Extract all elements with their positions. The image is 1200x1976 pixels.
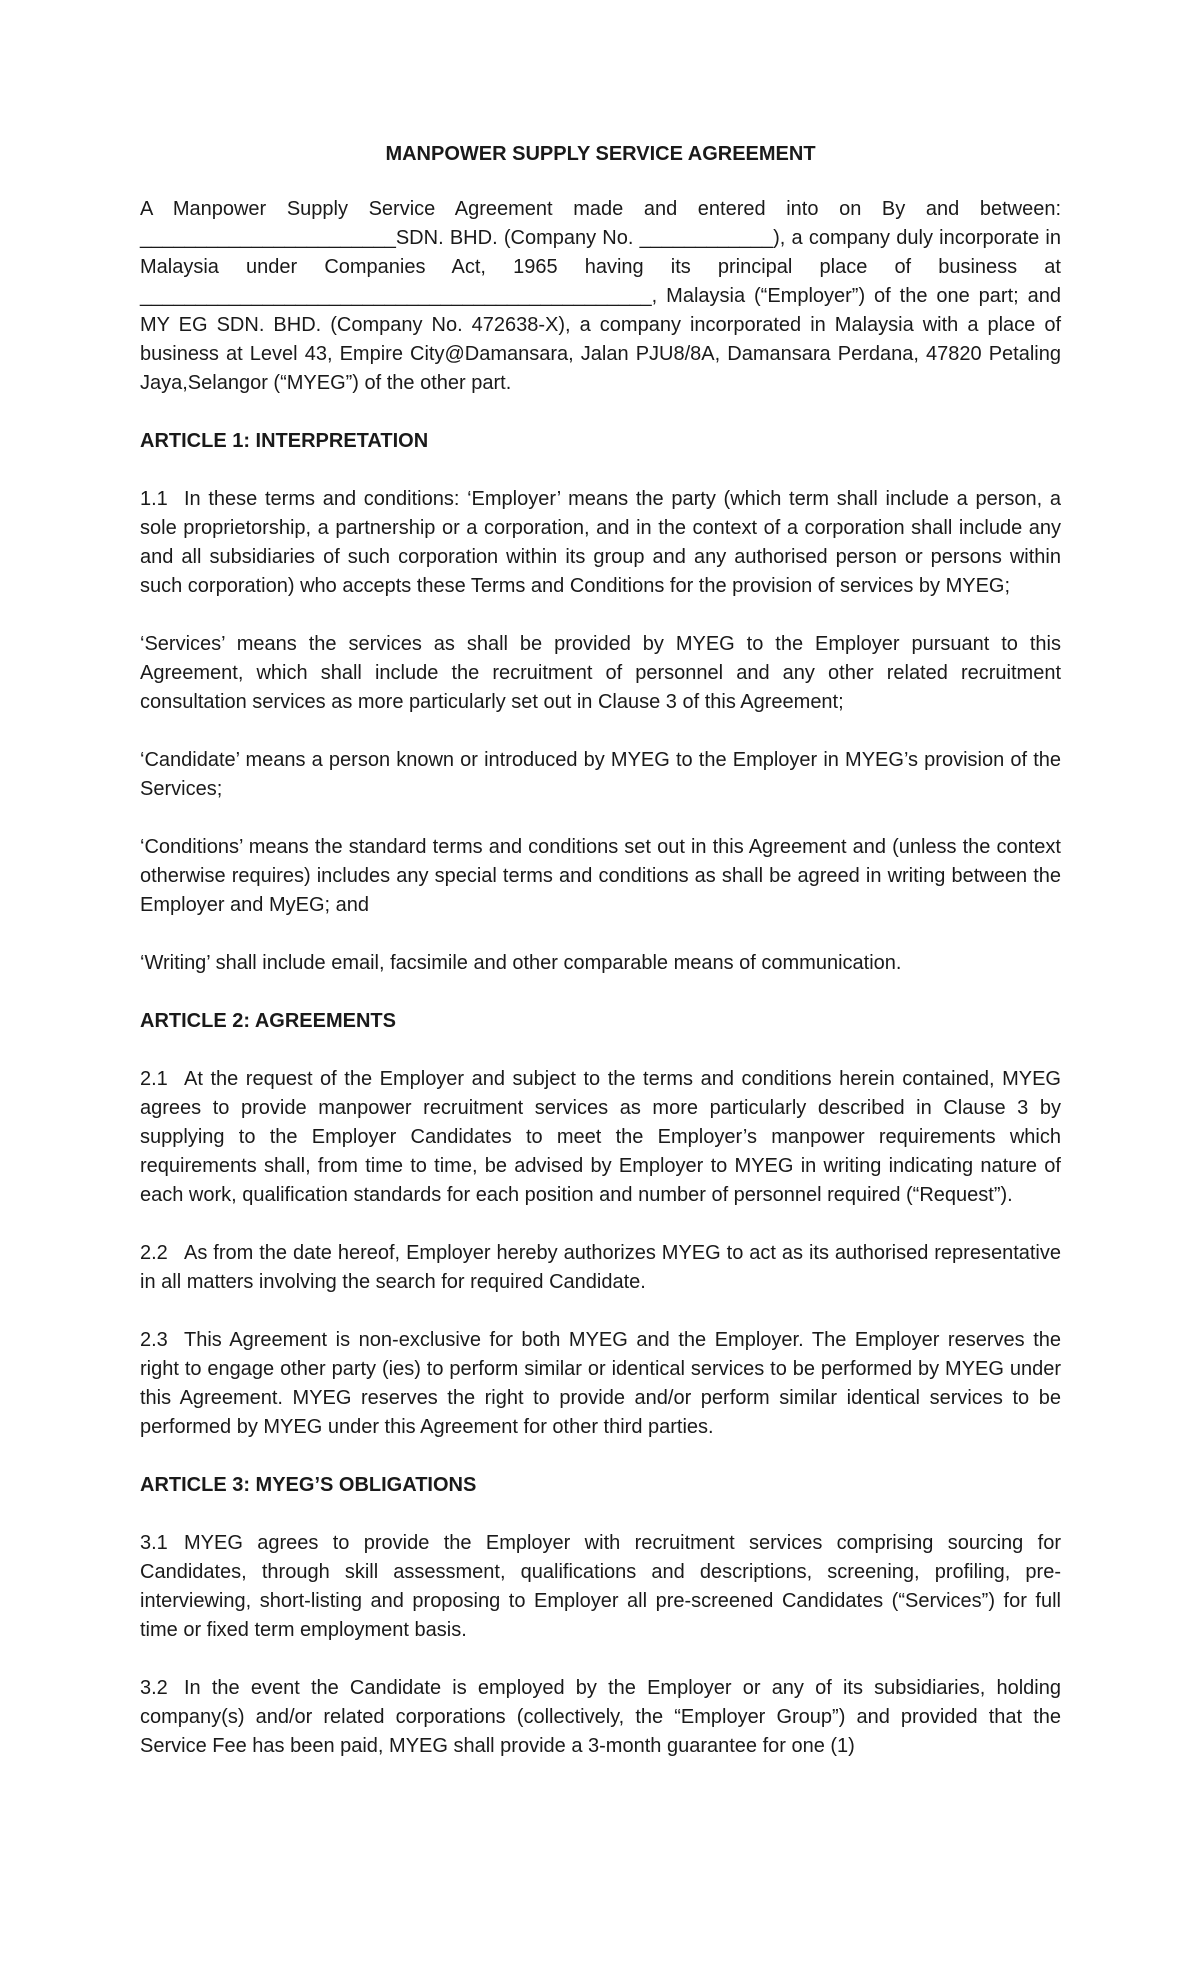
document-title: MANPOWER SUPPLY SERVICE AGREEMENT	[385, 143, 816, 165]
preamble	[140, 195, 1061, 398]
definition-candidate: ‘Candidate’ means a person known or introduced by MYEG to the Employer in MYEG’s provision of the Services;	[140, 749, 1061, 800]
definition-conditions: ‘Conditions’ means the standard terms and conditions set out in this Agreement and (unless the context otherwise requires) includes any special terms and conditions as shall be agreed in writing between the Employer and MyEG; and	[140, 836, 1061, 916]
clause-text: MYEG agrees to provide the Employer with recruitment services comprising sourcing for Candidates, through skill assessment, qualifications and descriptions, screening, profiling, pre-interviewing, short-listing and proposing to Employer all pre-screened Candidates (“Services”) for full time or fixed term employment basis.	[140, 1532, 1061, 1641]
clause-text: In the event the Candidate is employed by the Employer or any of its subsidiaries, holding company(s) and/or related corporations (collectively, the “Employer Group”) and provided that the Service Fee has been paid, MYEG shall provide a 3-month guarantee for one (1)	[140, 1677, 1061, 1757]
definition-services: ‘Services’ means the services as shall be provided by MYEG to the Employer pursuant to this Agreement, which shall include the recruitment of personnel and any other related recruitment consultation services as more particularly set out in Clause 3 of this Agreement;	[140, 633, 1061, 713]
preamble-text-2: SDN. BHD. (Company No.	[395, 227, 640, 249]
clause-number: 2.2	[140, 1242, 168, 1264]
clause-3-1	[140, 1529, 1061, 1645]
employer-name-blank: _______________________	[140, 227, 396, 249]
preamble-text-4: , Malaysia (“Employer”) of the one part; and MY EG SDN. BHD. (Company No. 472638-X), a company incorporated in Malaysia with a place of business at Level 43, Empire City@Damansara, Jalan PJU8/8A, Damansara Perdana, 47820 Petaling Jaya,Selangor (“MYEG”) of the other part.	[140, 285, 1061, 394]
article-3-heading: ARTICLE 3: MYEG’S OBLIGATIONS	[140, 1474, 477, 1496]
clause-text: In these terms and conditions: ‘Employer’ means the party (which term shall include a person, a sole proprietorship, a partnership or a corporation, and in the context of a corporation shall include any and all subsidiaries of such corporation within its group and any authorised person or persons within such corporation) who accepts these Terms and Conditions for the provision of services by MYEG;	[140, 488, 1061, 597]
article-2-heading: ARTICLE 2: AGREEMENTS	[140, 1010, 396, 1032]
clause-2-1	[140, 1065, 1061, 1210]
clause-number: 3.2	[140, 1677, 168, 1699]
article-1-heading: ARTICLE 1: INTERPRETATION	[140, 430, 429, 452]
clause-number: 2.1	[140, 1068, 168, 1090]
clause-text: At the request of the Employer and subject to the terms and conditions herein contained, MYEG agrees to provide manpower recruitment services as more particularly described in Clause 3 by supplying to the Employer Candidates to meet the Employer’s manpower requirements which requirements shall, from time to time, be advised by Employer to MYEG in writing indicating nature of each work, qualification standards for each position and number of personnel required (“Request”).	[140, 1068, 1061, 1206]
preamble-text-1: A Manpower Supply Service Agreement made and entered into on By and between:	[140, 198, 1061, 220]
business-address-blank: ______________________________________________	[140, 285, 652, 307]
clause-3-2	[140, 1674, 1061, 1761]
document-page	[140, 140, 1061, 1790]
clause-text: This Agreement is non-exclusive for both MYEG and the Employer. The Employer reserves the right to engage other party (ies) to perform similar or identical services to be performed by MYEG under this Agreement. MYEG reserves the right to provide and/or perform similar identical services to be performed by MYEG under this Agreement for other third parties.	[140, 1329, 1061, 1438]
clause-number: 2.3	[140, 1329, 168, 1351]
clause-text: As from the date hereof, Employer hereby authorizes MYEG to act as its authorised representative in all matters involving the search for required Candidate.	[140, 1242, 1061, 1293]
preamble-text-3: ), a company duly incorporate in Malaysia under Companies Act, 1965 having its principal place of business at	[140, 227, 1061, 278]
clause-2-2	[140, 1239, 1061, 1297]
clause-number: 3.1	[140, 1532, 168, 1554]
clause-1-1	[140, 485, 1061, 601]
clause-number: 1.1	[140, 488, 168, 510]
definition-writing: ‘Writing’ shall include email, facsimile and other comparable means of communication.	[140, 952, 902, 974]
company-number-blank: ____________	[639, 227, 774, 249]
clause-2-3	[140, 1326, 1061, 1442]
